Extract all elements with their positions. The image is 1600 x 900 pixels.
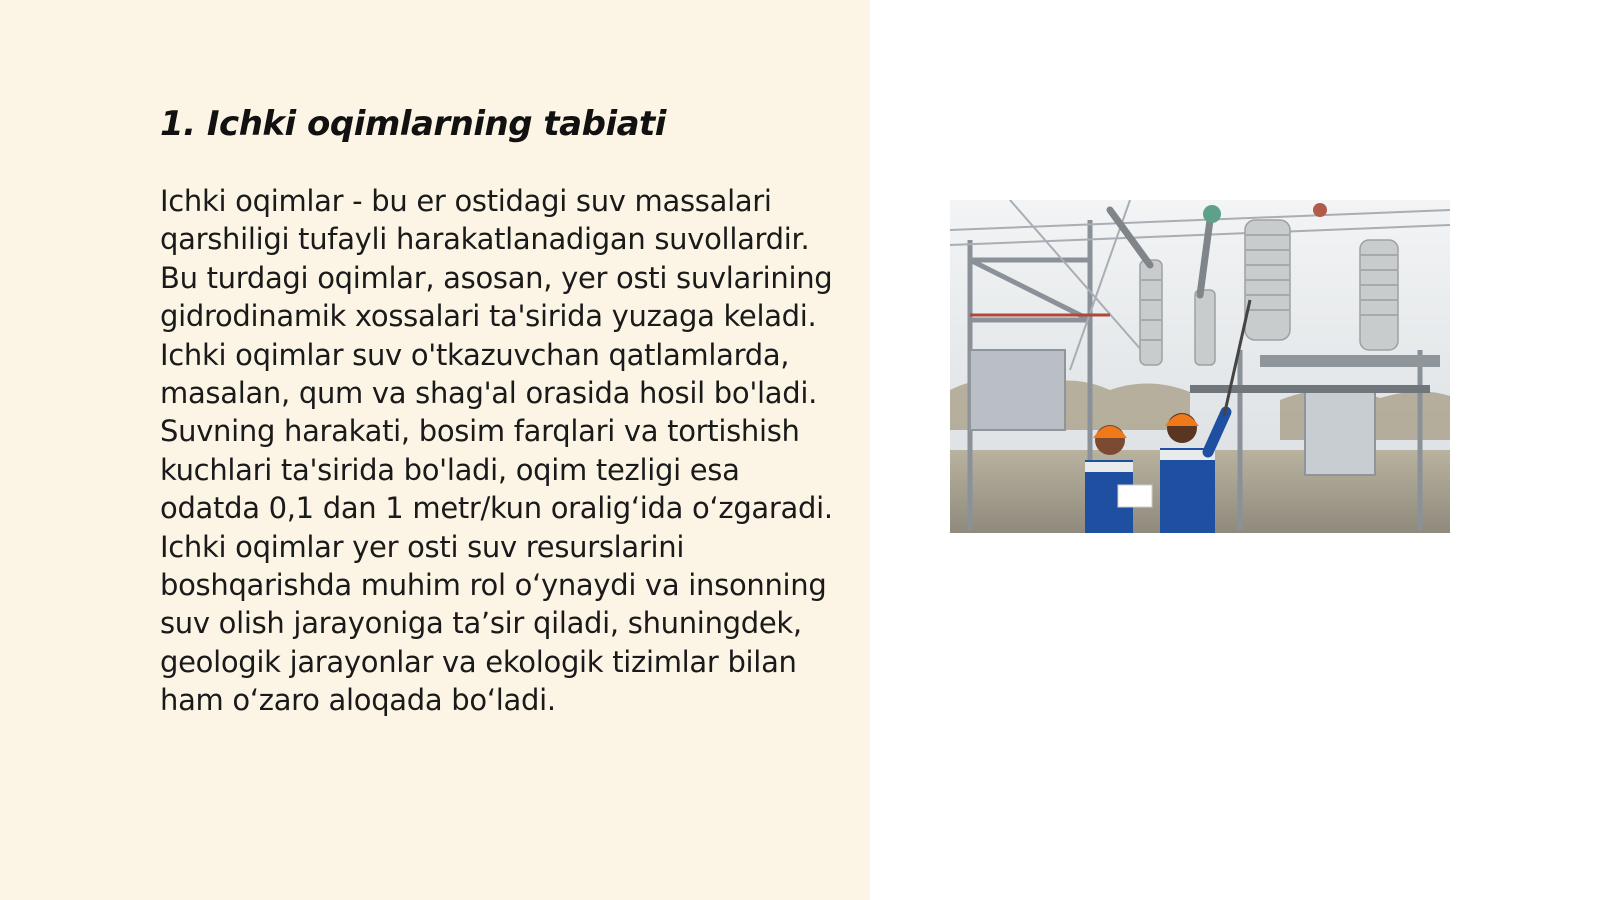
slide-body-text: Ichki oqimlar - bu er ostidagi suv massalari qarshiligi tufayli harakatlanadigan suvollardir. Bu turdagi oqimlar, asosan, yer osti suvlarining gidrodinamik xossalari ta'sirida yuzaga keladi. Ichki oqimlar suv o'tkazuvchan qatlamlarda, masalan, qum va shag'al orasida hosil bo'ladi. Suvning harakati, bosim farqlari va tortishish kuchlari ta'sirida bo'ladi, oqim tezligi esa odatda 0,1 dan 1 metr/kun oralig‘ida o‘zgaradi. Ichki oqimlar yer osti suv resurslarini boshqarishda muhim rol o‘ynaydi va insonning suv olish jarayoniga ta’sir qiladi, shuningdek, geologik jarayonlar va ekologik tizimlar bilan ham o‘zaro aloqada bo‘ladi. [160, 184, 833, 718]
slide-title: 1. Ichki oqimlarning tabiati [160, 104, 666, 144]
substation-workers-photo [950, 200, 1450, 533]
